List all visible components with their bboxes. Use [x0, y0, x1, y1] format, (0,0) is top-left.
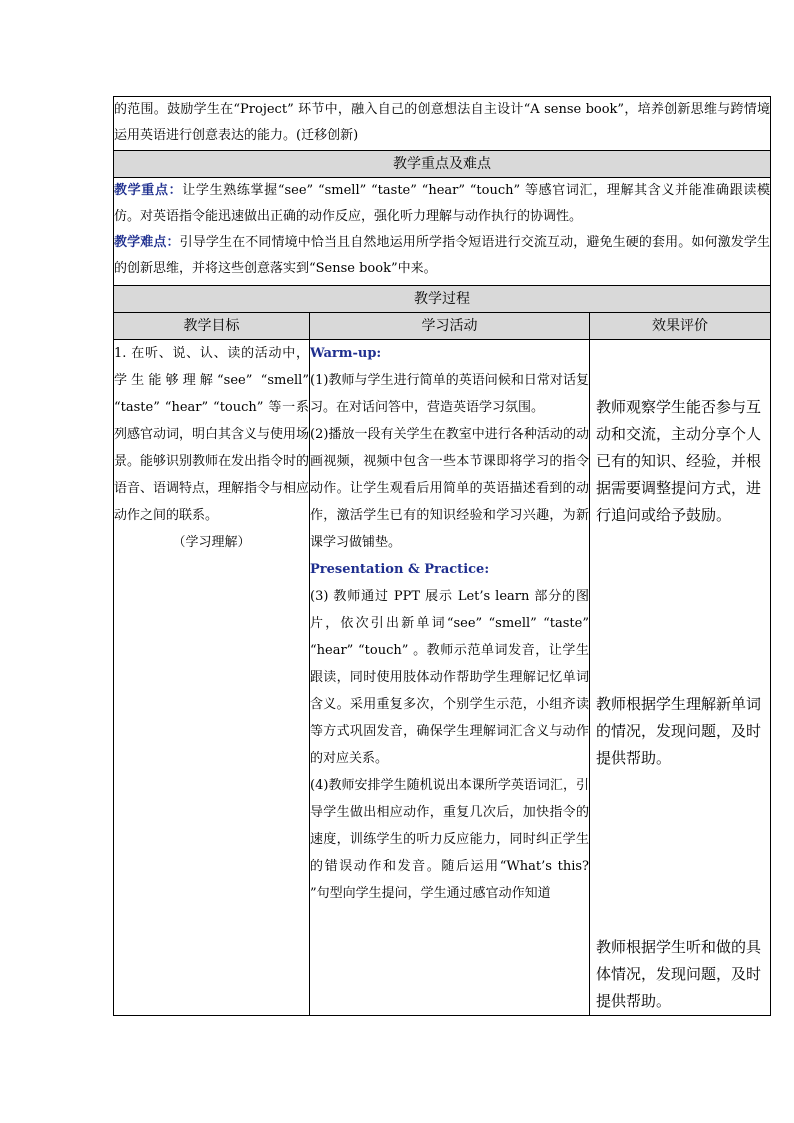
activity-3: (3) 教师通过 PPT 展示 Let’s learn 部分的图片，依次引出新单词“see” “smell” “taste” “hear” “touch” 。教师示范单词发音，让学生跟读，同时使用肢体动作帮助学生理解记忆单词含义。采用重复多次，个别学生示范，小组齐读等方式巩固发音，确保学生理解词汇含义与动作的对应关系。	[310, 589, 589, 766]
evaluation-1: 教师观察学生能否参与互动和交流，主动分享个人已有的知识、经验，并根据需要调整提问方式，进行追问或给予鼓励。	[596, 398, 762, 524]
process-title-row	[114, 286, 771, 313]
intro-row	[114, 97, 771, 151]
activity-cell	[310, 340, 590, 1016]
column-header-row	[114, 313, 771, 340]
col-header-goal: 教学目标	[114, 313, 310, 340]
activity-1: (1)教师与学生进行简单的英语问候和日常对话复习。在对话问答中，营造英语学习氛围。	[310, 373, 589, 415]
focus-content	[114, 178, 771, 286]
continued-objective-text: 的范围。鼓励学生在“Project” 环节中，融入自己的创意想法自主设计“A sense book”，培养创新思维与跨情境运用英语进行创意表达的能力。(迁移创新)	[114, 97, 771, 151]
key-point-label: 教学重点：	[114, 183, 183, 198]
col-header-evaluation: 效果评价	[590, 313, 771, 340]
process-content-row	[114, 340, 771, 1016]
evaluation-3: 教师根据学生听和做的具体情况，发现问题，及时提供帮助。	[596, 938, 762, 1010]
process-section-title: 教学过程	[114, 286, 771, 313]
difficulty-label: 教学难点：	[114, 235, 180, 250]
activity-2: (2)播放一段有关学生在教室中进行各种活动的动画视频，视频中包含一些本节课即将学习的指令动作。让学生观看后用简单的英语描述看到的动作，激活学生已有的知识经验和学习兴趣，为新课学习做铺垫。	[310, 427, 589, 550]
activity-4: (4)教师安排学生随机说出本课所学英语词汇，引导学生做出相应动作，重复几次后，加快指令的速度，训练学生的听力反应能力，同时纠正学生的错误动作和发音。随后运用“What’s this? ”句型向学生提问，学生通过感官动作知道	[310, 778, 589, 901]
warmup-heading: Warm-up:	[310, 346, 382, 361]
evaluation-cell	[590, 340, 771, 1016]
key-point-text: 让学生熟练掌握“see” “smell” “taste” “hear” “touch” 等感官词汇，理解其含义并能准确跟读模仿。对英语指令能迅速做出正确的动作反应，强化听力理解与动作执行的协调性。	[114, 183, 771, 224]
goal-text: 1. 在听、说、认、读的活动中，学生能够理解“see” “smell” “taste” “hear” “touch” 等一系列感官动词，明白其含义与使用场景。能够识别教师在发出指令时的语音、语调特点，理解指令与相应动作之间的联系。	[114, 346, 310, 523]
lesson-plan-table	[113, 96, 771, 1016]
difficulty-text: 引导学生在不同情境中恰当且自然地运用所学指令短语进行交流互动，避免生硬的套用。如何激发学生的创新思维，并将这些创意落实到“Sense book”中来。	[114, 235, 770, 276]
evaluation-2: 教师根据学生理解新单词的情况，发现问题，及时提供帮助。	[596, 695, 762, 767]
col-header-activity: 学习活动	[310, 313, 590, 340]
focus-content-row	[114, 178, 771, 286]
focus-title-row	[114, 151, 771, 178]
goal-tag: （学习理解）	[172, 535, 251, 550]
goal-cell	[114, 340, 310, 1016]
focus-section-title: 教学重点及难点	[114, 151, 771, 178]
presentation-heading: Presentation & Practice:	[310, 562, 490, 577]
